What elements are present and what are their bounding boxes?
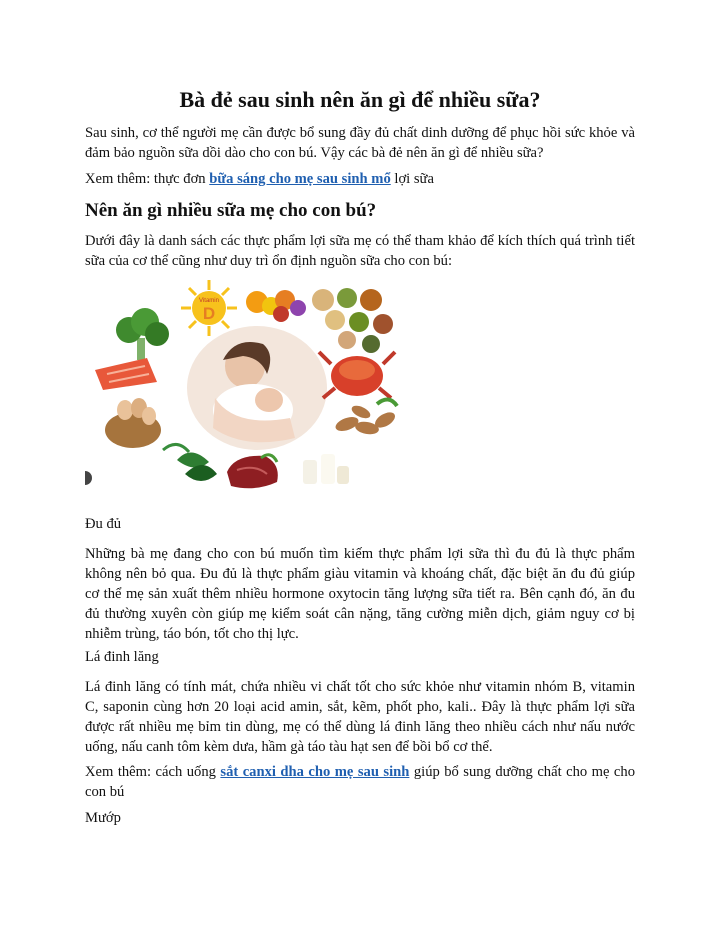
- item-2-title: Lá đinh lăng: [85, 649, 159, 665]
- see-more-line-1: [85, 169, 635, 189]
- item-1-body: Những bà mẹ đang cho con bú muốn tìm kiếm thực phẩm lợi sữa thì đu đủ là thực phẩm không nên bỏ qua. Đu đủ là thực phẩm giàu vitamin và khoáng chất, đặc biệt ăn đu đủ giúp cơ thể mẹ sản xuất thêm nhiều hormone oxytocin tăng lượng sữa tiết ra. Bên cạnh đó, ăn đu đủ thường xuyên còn giúp mẹ kiểm soát cân nặng, tăng cường miễn dịch, giảm nguy cơ bị nhiễm trùng, táo bón, tốt cho thị lực.: [85, 546, 635, 642]
- see-more-2-suffix: giúp bổ sung dưỡng chất cho mẹ cho con bú: [85, 764, 635, 800]
- food-collage-image: [85, 278, 421, 503]
- see-more-1-suffix: lợi sữa: [390, 171, 434, 187]
- see-more-2-prefix: Xem thêm: cách uống: [85, 764, 221, 780]
- page-title: Bà đẻ sau sinh nên ăn gì để nhiều sữa?: [179, 87, 541, 112]
- see-more-line-2: [85, 762, 635, 802]
- sun-letter: D: [202, 304, 216, 323]
- food-collage-illustration: [85, 278, 421, 503]
- item-3-title: Mướp: [85, 810, 121, 826]
- mother-baby-photo: [187, 326, 327, 450]
- item-1-title: Đu đủ: [85, 516, 122, 532]
- sun-label: Vitamin: [199, 298, 219, 304]
- intro-paragraph: Sau sinh, cơ thể người mẹ cần được bổ sung đầy đủ chất dinh dưỡng để phục hồi sức khỏe và đảm bảo nguồn sữa dồi dào cho con bú. Vậy các bà đẻ nên ăn gì để nhiều sữa?: [85, 125, 635, 161]
- vitamin-d-sun: [181, 280, 237, 336]
- section-heading: Nên ăn gì nhiều sữa mẹ cho con bú?: [85, 200, 377, 221]
- item-2-body: Lá đinh lăng có tính mát, chứa nhiều vi chất tốt cho sức khỏe như vitamin nhóm B, vitamin C, saponin cùng hơn 20 loại acid amin, sắt, kẽm, phốt pho, kali.. Đây là thực phẩm lợi sữa được rất nhiều mẹ bỉm tin dùng, mẹ có thể dùng lá đinh lăng theo nhiều cách như nấu nước uống, nấu canh tôm kèm dưa, hầm gà táo tàu hạt sen để bồi bổ cơ thể.: [85, 679, 635, 755]
- supplement-article-link[interactable]: sắt canxi dha cho mẹ sau sinh: [220, 764, 410, 780]
- breakfast-article-link[interactable]: bữa sáng cho mẹ sau sinh mổ: [209, 171, 391, 187]
- see-more-1-prefix: Xem thêm: thực đơn: [85, 171, 210, 187]
- list-intro-paragraph: Dưới đây là danh sách các thực phẩm lợi sữa mẹ có thể tham khảo để kích thích quá trình tiết sữa của cơ thể cũng như duy trì ổn định nguồn sữa cho con bú:: [85, 233, 635, 269]
